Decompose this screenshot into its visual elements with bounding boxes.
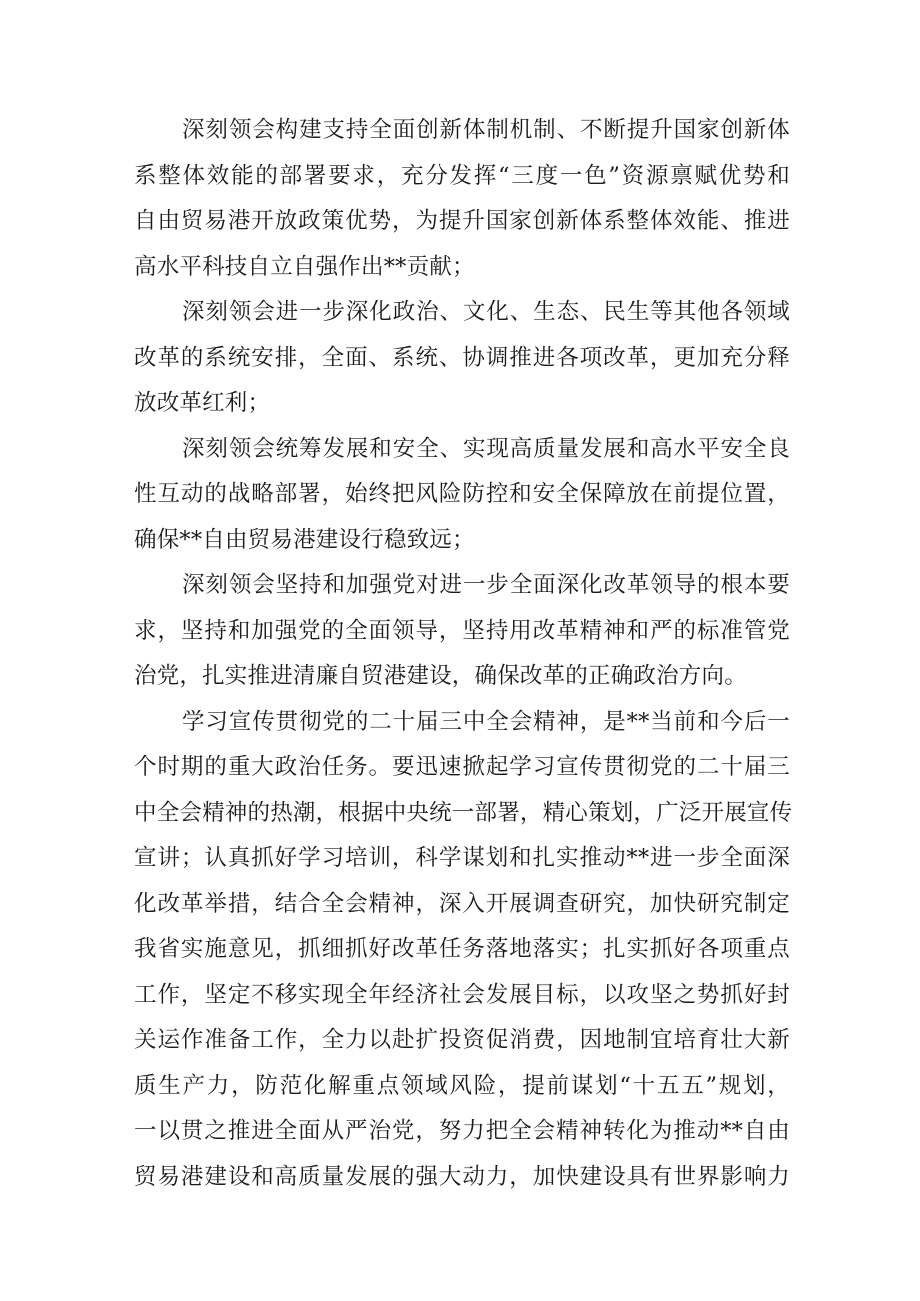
text-line: 求，坚持和加强党的全面领导，坚持用改革精神和严的标准管党 [134,617,790,644]
text-line: 质生产力，防范化解重点领域风险，提前谋划“十五五”规划， [134,1072,790,1099]
text-line: 治党，扎实推进清廉自贸港建设，确保改革的正确政治方向。 [134,663,747,689]
text-line: 关运作准备工作，全力以赴扩投资促消费，因地制宜培育壮大新 [134,1027,790,1053]
text-line: 工作，坚定不移实现全年经济社会发展目标，以攻坚之势抓好封 [134,981,790,1008]
text-line: 改革的系统安排，全面、系统、协调推进各项改革，更加充分释 [134,344,790,371]
text-line: 一以贯之推进全面从严治党，努力把全会精神转化为推动**自由 [134,1118,790,1144]
text-line: 贸易港建设和高质量发展的强大动力，加快建设具有世界影响力 [134,1163,790,1190]
text-line: 确保**自由贸易港建设行稳致远； [134,526,475,553]
text-line: 深刻领会坚持和加强党对进一步全面深化改革领导的根本要 [182,572,790,598]
paragraph-study-propaganda [134,700,793,1201]
text-line: 化改革举措，结合全会精神，深入开展调查研究，加快研究制定 [134,890,790,917]
paragraph-party-leadership [134,563,790,700]
paragraph-innovation [134,108,790,290]
text-line: 系整体效能的部署要求，充分发挥“三度一色”资源禀赋优势和 [134,162,790,189]
text-line: 放改革红利； [134,390,271,416]
text-line: 学习宣传贯彻党的二十届三中全会精神，是**当前和今后一 [182,708,790,735]
text-line: 个时期的重大政治任务。要迅速掀起学习宣传贯彻党的二十届三 [134,754,790,780]
text-line: 深刻领会进一步深化政治、文化、生态、民生等其他各领域 [182,299,790,325]
text-line: 性互动的战略部署，始终把风险防控和安全保障放在前提位置， [134,481,790,507]
document-body [134,108,793,1200]
text-line: 中全会精神的热潮，根据中央统一部署，精心策划，广泛开展宣传 [134,799,793,826]
paragraph-reform-fields [134,290,790,427]
text-line: 深刻领会统筹发展和安全、实现高质量发展和高水平安全良 [182,435,790,462]
text-line: 自由贸易港开放政策优势，为提升国家创新体系整体效能、推进 [134,208,790,234]
text-line: 深刻领会构建支持全面创新体制机制、不断提升国家创新体 [182,117,790,143]
text-line: 宣讲；认真抓好学习培训，科学谋划和扎实推动**进一步全面深 [134,845,790,871]
text-line: 高水平科技自立自强作出**贡献； [134,253,475,280]
text-line: 我省实施意见，抓细抓好改革任务落地落实；扎实抓好各项重点 [134,936,790,962]
paragraph-security [134,427,790,564]
